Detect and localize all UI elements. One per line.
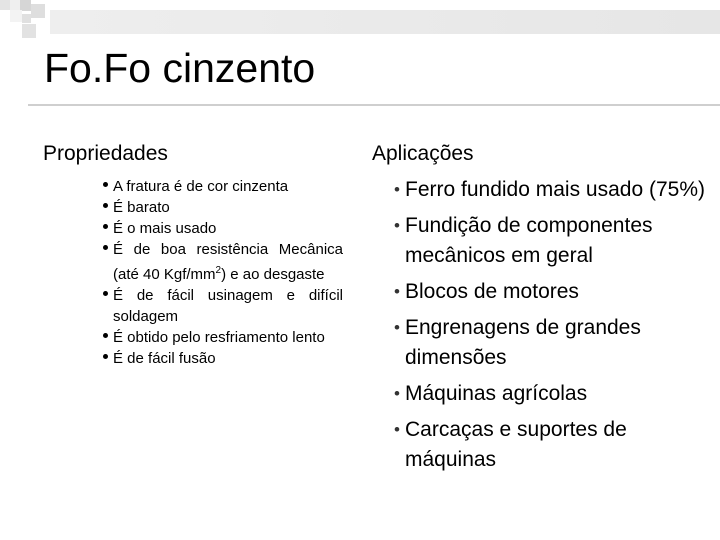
properties-heading: Propriedades [43,142,168,165]
applications-list [394,175,714,481]
deco-square [0,0,10,10]
application-text: Máquinas agrícolas [405,382,588,405]
property-text: É barato [113,199,170,216]
slide-title: Fo.Fo cinzento [44,45,316,91]
properties-list [113,176,343,369]
property-text: É obtido pelo resfriamento lento [113,329,325,346]
property-text [113,239,343,285]
list-item [113,285,343,327]
application-text: Blocos de motores [405,280,579,303]
list-item [394,175,714,205]
bullet-glyph: • [394,318,400,337]
bullet-glyph: • [394,384,400,403]
application-text: Engrenagens de grandes dimensões [405,316,641,369]
deco-square [22,24,36,38]
list-item [113,348,343,369]
property-text: É de fácil fusão [113,350,216,367]
bullet-dot [103,182,108,187]
list-item [113,327,343,348]
property-text: É de fácil usinagem e difícil soldagem [113,287,343,325]
bullet-glyph: • [394,420,400,439]
header-band [50,10,720,34]
application-text: Carcaças e suportes de máquinas [405,418,627,471]
superscript: 2 [215,265,222,276]
bullet-glyph: • [394,216,400,235]
property-text: É o mais usado [113,220,217,237]
title-rule [28,104,720,106]
applications-heading: Aplicações [372,142,474,165]
deco-square [22,14,31,23]
property-text: A fratura é de cor cinzenta [113,178,289,195]
list-item [113,176,343,197]
bullet-glyph: • [394,282,400,301]
bullet-dot [103,354,108,359]
bullet-glyph: • [394,180,400,199]
application-text: Fundição de componentes mecânicos em geral [405,214,653,267]
deco-square [10,0,20,10]
bullet-dot [103,291,108,296]
bullet-dot [103,333,108,338]
list-item [394,415,714,475]
bullet-dot [103,245,108,250]
list-item [113,197,343,218]
list-item [113,218,343,239]
property-text-main: É de boa resistência Mecânica (até 40 Kgf/mm [113,241,343,283]
application-text: Ferro fundido mais usado (75%) [405,178,705,201]
bullet-dot [103,203,108,208]
list-item [394,277,714,307]
list-item [394,211,714,271]
list-item [394,313,714,373]
deco-square [31,4,45,18]
list-item [113,239,343,285]
list-item [394,379,714,409]
deco-square [10,10,22,22]
bullet-dot [103,224,108,229]
property-text-tail: ) e ao desgaste [221,266,325,283]
